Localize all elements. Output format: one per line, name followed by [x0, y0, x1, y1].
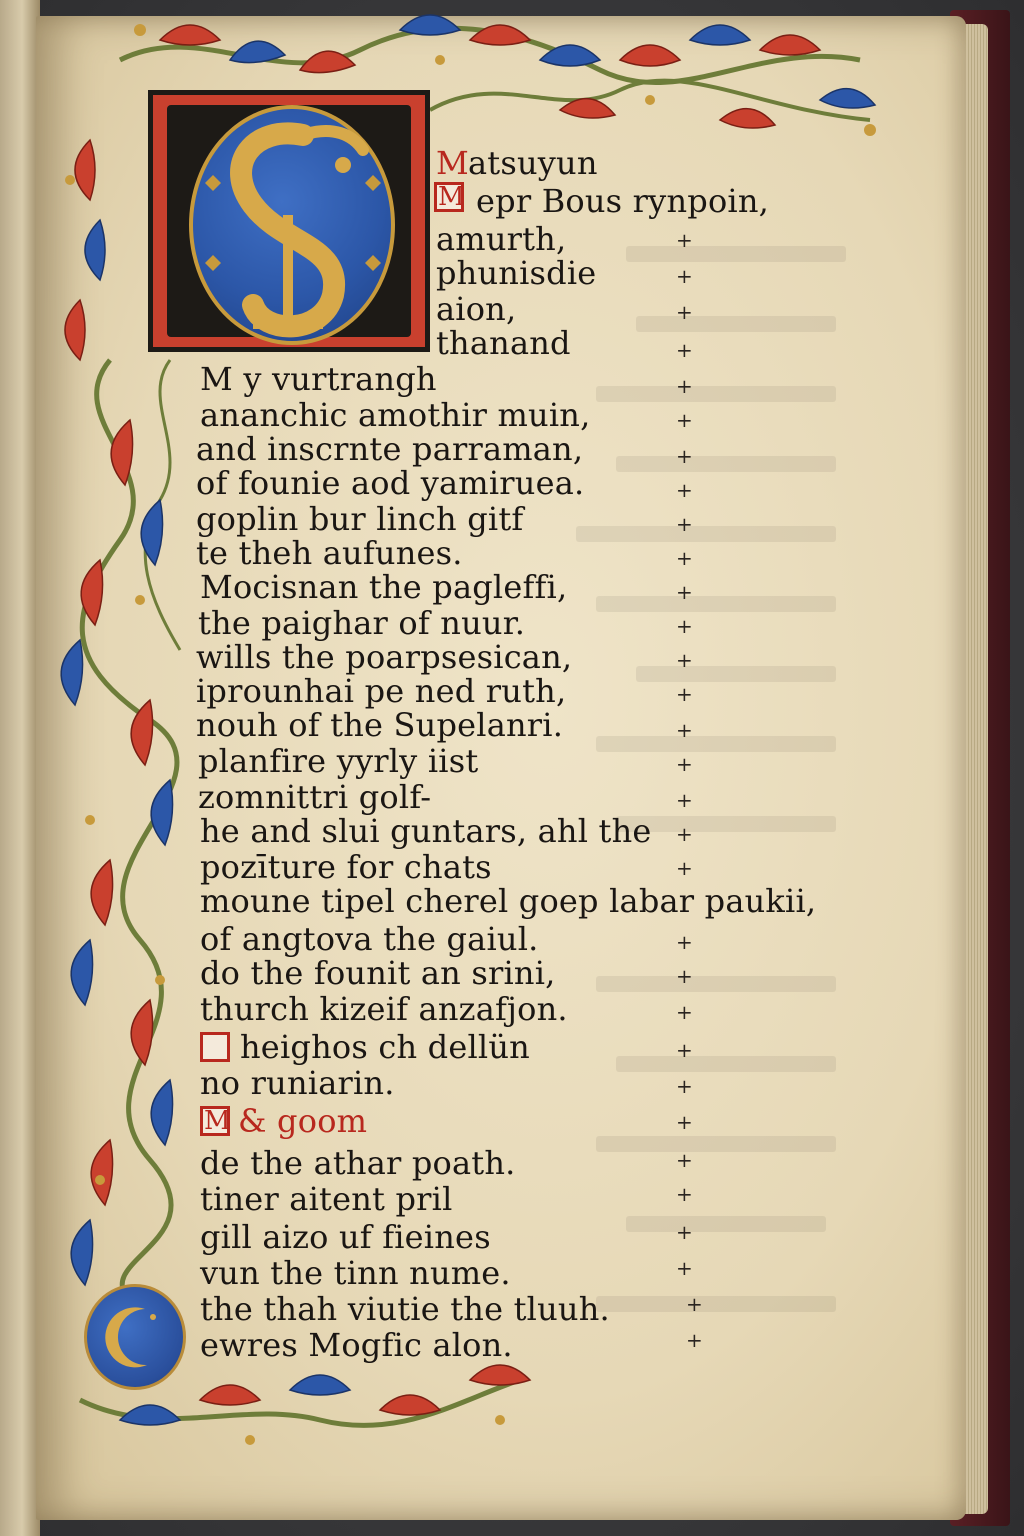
rubric-box	[200, 1032, 230, 1062]
cross-mark-icon: +	[676, 718, 693, 742]
rubric-line: & goom	[238, 1102, 368, 1140]
moon-medallion	[84, 1284, 186, 1390]
text-line: pozīture for chats	[200, 848, 492, 886]
text-line: amurth,	[436, 220, 567, 258]
cross-mark-icon: +	[676, 1220, 693, 1244]
text-line: of founie aod yamiruea.	[196, 464, 585, 502]
text-line: zomnittri golf-	[198, 778, 432, 816]
text-line: no runiarin.	[200, 1064, 395, 1102]
text-line: ewres Mogfic alon.	[200, 1326, 513, 1364]
rubric-initial: M	[204, 1106, 231, 1136]
cross-mark-icon: +	[676, 546, 693, 570]
cross-mark-icon: +	[676, 374, 693, 398]
text-line: epr Bous rynpoin,	[476, 182, 770, 220]
cross-mark-icon: +	[676, 300, 693, 324]
cross-mark-icon: +	[676, 444, 693, 468]
text-line: Mocisnan the pagleffi,	[200, 568, 568, 606]
text-line: the thah viutie the tluuh.	[200, 1290, 610, 1328]
cross-mark-icon: +	[676, 856, 693, 880]
text-line: the paighar of nuur.	[198, 604, 526, 642]
cross-mark-icon: +	[676, 964, 693, 988]
cross-mark-icon: +	[676, 1000, 693, 1024]
text-line: ananchic amothir muin,	[200, 396, 591, 434]
text-line: de the athar poath.	[200, 1144, 516, 1182]
text-line: of angtova the gaiul.	[200, 920, 539, 958]
cross-mark-icon: +	[676, 408, 693, 432]
illuminated-initial	[148, 90, 430, 352]
text-line: wills the poarpsesican,	[196, 638, 573, 676]
cross-mark-icon: +	[686, 1292, 703, 1316]
text-line: he and slui guntars, ahl the	[200, 812, 652, 850]
text-line: gill aizo uf fieines	[200, 1218, 491, 1256]
text-line: and inscrnte parraman,	[196, 430, 584, 468]
text-line: M y vurtrangh	[200, 360, 437, 398]
cross-mark-icon: +	[686, 1328, 703, 1352]
cross-mark-icon: +	[676, 1256, 693, 1280]
cross-mark-icon: +	[676, 1038, 693, 1062]
text-line: iprounhai pe ned ruth,	[196, 672, 567, 710]
cross-mark-icon: +	[676, 264, 693, 288]
golden-dragon-letter-icon	[153, 95, 425, 347]
text-line: moune tipel cherel goep labar paukii,	[200, 882, 817, 920]
text-line: do the founit an srini,	[200, 954, 556, 992]
crescent-moon-icon	[87, 1287, 183, 1387]
text-line: planfire yyrly iist	[198, 742, 479, 780]
cross-mark-icon: +	[676, 788, 693, 812]
text-line: phunisdie	[436, 254, 597, 292]
cross-mark-icon: +	[676, 614, 693, 638]
cross-mark-icon: +	[676, 682, 693, 706]
text-line: vun the tinn nume.	[200, 1254, 511, 1292]
text-line: thanand	[436, 324, 571, 362]
cross-mark-icon: +	[676, 1148, 693, 1172]
text-line: te theh aufunes.	[196, 534, 463, 572]
cross-mark-icon: +	[676, 930, 693, 954]
text-line: nouh of the Supelanri.	[196, 706, 564, 744]
rubric-initial: M	[438, 182, 465, 212]
cross-mark-icon: +	[676, 478, 693, 502]
cross-mark-icon: +	[676, 512, 693, 536]
cross-mark-icon: +	[676, 752, 693, 776]
cross-mark-icon: +	[676, 648, 693, 672]
text-line: tiner aitent pril	[200, 1180, 453, 1218]
cross-mark-icon: +	[676, 1182, 693, 1206]
text-line: heighos ch dellün	[240, 1028, 530, 1066]
cross-mark-icon: +	[676, 580, 693, 604]
cross-mark-icon: +	[676, 1074, 693, 1098]
cross-mark-icon: +	[676, 1110, 693, 1134]
text-line: aion,	[436, 290, 517, 328]
cross-mark-icon: +	[676, 228, 693, 252]
rubric-initial: M	[436, 144, 469, 182]
text-line: goplin bur linch gitf	[196, 500, 524, 538]
cross-mark-icon: +	[676, 338, 693, 362]
text-line: atsuyun	[468, 144, 598, 182]
text-line: thurch kizeif anzafjon.	[200, 990, 568, 1028]
cross-mark-icon: +	[676, 822, 693, 846]
